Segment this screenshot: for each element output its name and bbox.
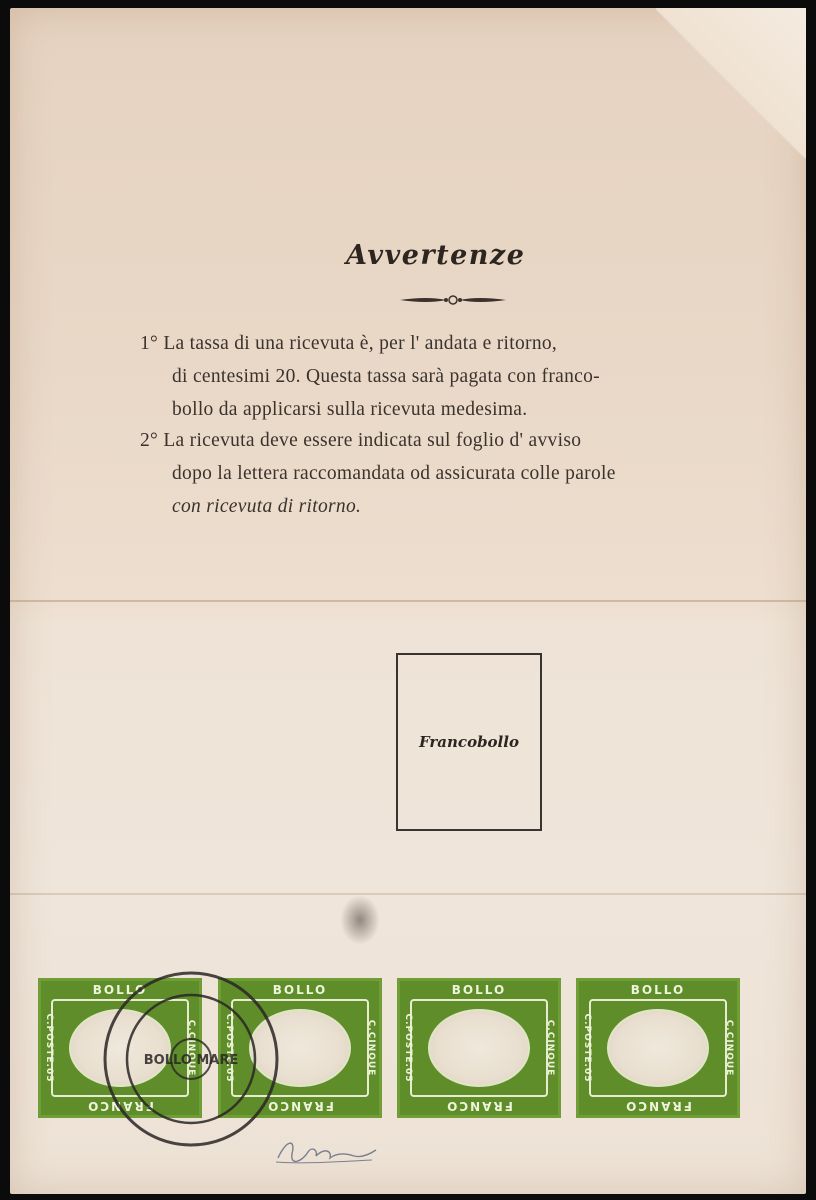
stamp-cameo-oval [69,1009,171,1087]
notice-1-line-3: bollo da applicarsi sulla ricevuta medesima. [172,399,528,420]
stamp-top-text: BOLLO [451,983,507,997]
postage-stamp [576,978,740,1118]
notice-1-line-1: 1° La tassa di una ricevuta è, per l' andata e ritorno, [140,333,558,354]
fold-line-lower [10,893,806,895]
stamp-cameo-oval [607,1009,709,1087]
document-title: Avvertenze [346,240,526,271]
notice-paragraph-2 [140,424,790,523]
stamp-placement-box [396,653,542,831]
postage-stamp [397,978,561,1118]
ornament-divider [398,292,508,308]
notice-2-line-1: 2° La ricevuta deve essere indicata sul foglio d' avviso [140,430,582,451]
stamp-bottom-text: FRANCO [445,1099,513,1113]
postmark-text: BOLLO MARE [143,1053,239,1068]
stamp-top-text: BOLLO [272,983,328,997]
stamp-right-text: C.CINQUE [545,1019,555,1077]
stamp-bottom-text: FRANCO [86,1099,154,1113]
stamp-left-text: C.POSTE.05 [403,1013,413,1083]
stamp-right-text: C.CINQUE [366,1019,376,1077]
postage-stamp [218,978,382,1118]
postage-stamp [38,978,202,1118]
stamp-cameo-oval [428,1009,530,1087]
stamp-left-text: C.POSTE.05 [582,1013,592,1083]
notice-1-line-2: di centesimi 20. Questa tassa sarà pagata con franco- [172,366,600,387]
stamp-top-text: BOLLO [92,983,148,997]
torn-corner [656,8,806,158]
notice-2-line-3: con ricevuta di ritorno. [172,496,362,517]
stamp-right-text: C.CINQUE [724,1019,734,1077]
stamp-bottom-text: FRANCO [624,1099,692,1113]
notice-paragraph-1 [140,327,790,426]
stamp-right-text: C.CINQUE [186,1019,196,1077]
stamp-bottom-text: FRANCO [266,1099,334,1113]
notice-2-line-2: dopo la lettera raccomandata od assicurata colle parole [172,463,616,484]
fold-line [10,600,806,602]
stamp-left-text: C.POSTE.05 [224,1013,234,1083]
stamp-box-label: Francobollo [419,733,519,751]
stamp-top-text: BOLLO [630,983,686,997]
handwritten-signature [272,1132,382,1172]
stamp-left-text: C.POSTE.05 [44,1013,54,1083]
ink-smudge [340,895,380,945]
stamp-cameo-oval [249,1009,351,1087]
